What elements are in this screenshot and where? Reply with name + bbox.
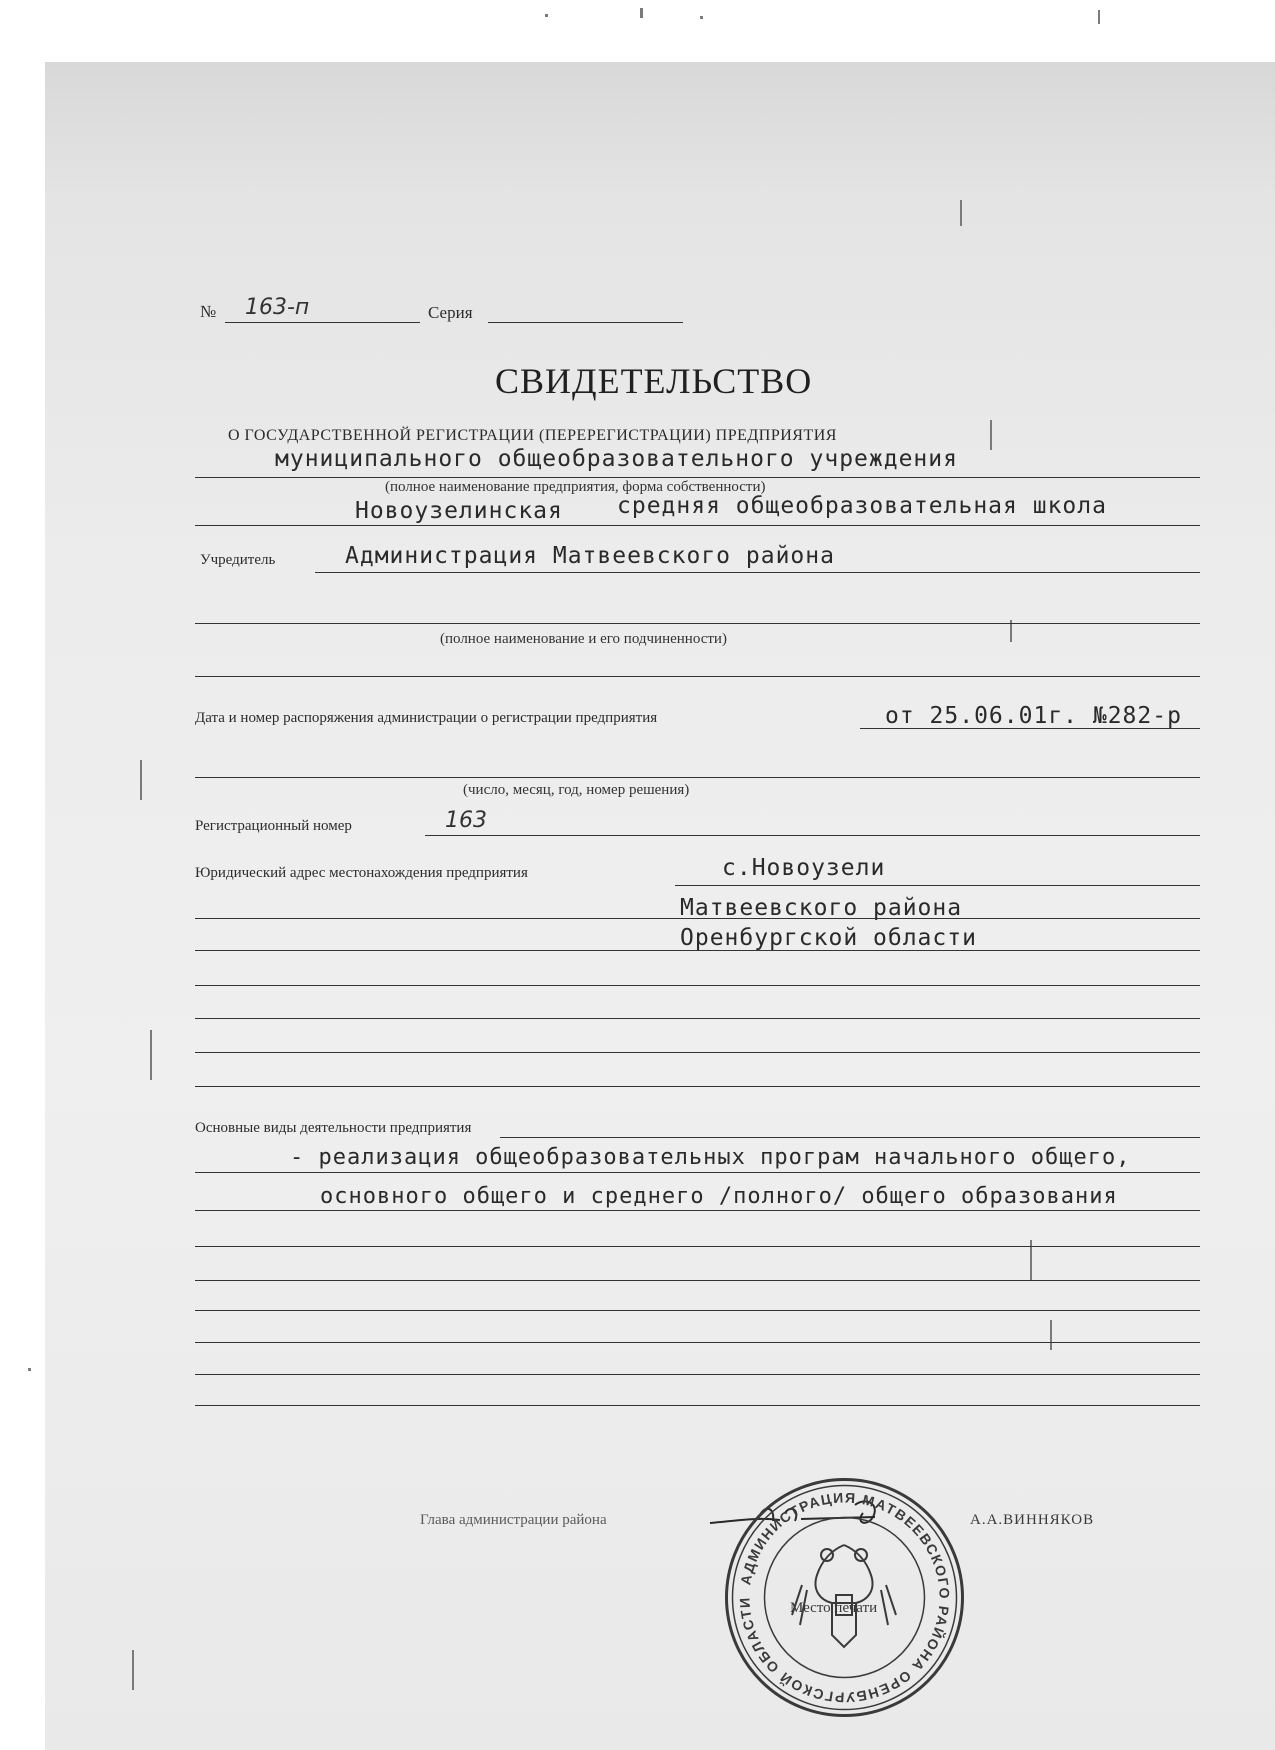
- document-subtitle: О ГОСУДАРСТВЕННОЙ РЕГИСТРАЦИИ (ПЕРЕРЕГИСТРАЦИИ) ПРЕДПРИЯТИЯ: [228, 427, 837, 444]
- eagle-emblem-icon: [792, 1545, 896, 1647]
- address-line1: с.Новоузели: [722, 855, 886, 881]
- enterprise-name-line1: муниципального общеобразовательного учреждения: [275, 446, 958, 472]
- founder-rule-2: [195, 623, 1200, 624]
- address-rule-6: [195, 1052, 1200, 1053]
- decree-rule-2: [195, 777, 1200, 778]
- activities-rule-8: [195, 1374, 1200, 1375]
- founder-rule: [315, 572, 1200, 573]
- signature-label: Глава администрации района: [420, 1512, 607, 1528]
- activities-line2: основного общего и среднего /полного/ общего образования: [320, 1184, 1118, 1209]
- number-label: №: [200, 302, 217, 321]
- official-seal: [722, 1475, 967, 1720]
- activities-rule-4: [195, 1246, 1200, 1247]
- activities-label: Основные виды деятельности предприятия: [195, 1120, 472, 1136]
- address-line2: Матвеевского района: [680, 895, 963, 921]
- registration-value: 163: [445, 808, 487, 833]
- founder-caption: (полное наименование и его подчиненности): [440, 631, 727, 647]
- address-rule-5: [195, 1018, 1200, 1019]
- address-label: Юридический адрес местонахождения предприятия: [195, 865, 528, 881]
- document-sheet: [45, 62, 1275, 1750]
- decree-label: Дата и номер распоряжения администрации о регистрации предприятия: [195, 710, 658, 726]
- enterprise-name-line2a: Новоузелинская: [355, 498, 563, 524]
- founder-rule-3: [195, 676, 1200, 677]
- activities-rule-1: [500, 1137, 1200, 1138]
- address-rule-7: [195, 1086, 1200, 1087]
- registration-label: Регистрационный номер: [195, 818, 352, 834]
- decree-value: от 25.06.01г. №282-р: [885, 703, 1182, 729]
- address-rule-3: [195, 950, 1200, 951]
- activities-rule-6: [195, 1310, 1200, 1311]
- signatory-name: А.А.ВИННЯКОВ: [970, 1512, 1095, 1528]
- seal-place-label: Место печати: [790, 1600, 878, 1616]
- founder-label: Учредитель: [200, 552, 276, 568]
- activities-rule-9: [195, 1405, 1200, 1406]
- activities-line1: - реализация общеобразовательных програм начального общего,: [290, 1145, 1131, 1170]
- activities-rule-7: [195, 1342, 1200, 1343]
- seal-ring-text: АДМИНИСТРАЦИЯ МАТВЕЕВСКОГО РАЙОНА ОРЕНБУРГСКОЙ ОБЛАСТИ: [736, 1489, 953, 1706]
- enterprise-line2-rule: [195, 525, 1200, 526]
- address-rule-2: [195, 918, 1200, 919]
- enterprise-line1-rule: [195, 477, 1200, 478]
- decree-caption: (число, месяц, год, номер решения): [463, 782, 690, 798]
- address-rule-4: [195, 985, 1200, 986]
- enterprise-name-line2b: средняя общеобразовательная школа: [617, 493, 1107, 519]
- series-label: Серия: [428, 303, 473, 322]
- activities-rule-2: [195, 1172, 1200, 1173]
- activities-rule-3: [195, 1210, 1200, 1211]
- number-underline: [225, 322, 420, 323]
- series-underline: [488, 322, 683, 323]
- enterprise-caption: (полное наименование предприятия, форма собственности): [385, 479, 766, 495]
- activities-rule-5: [195, 1280, 1200, 1281]
- document-title: СВИДЕТЕЛЬСТВО: [495, 361, 813, 401]
- address-line3: Оренбургской области: [680, 925, 977, 951]
- founder-value: Администрация Матвеевского района: [345, 543, 835, 569]
- registration-rule: [425, 835, 1200, 836]
- svg-text:АДМИНИСТРАЦИЯ МАТВЕЕВСКОГО РАЙ: [736, 1489, 952, 1705]
- number-value: 163-п: [245, 295, 310, 320]
- address-rule-1: [675, 885, 1200, 886]
- decree-rule: [860, 728, 1200, 729]
